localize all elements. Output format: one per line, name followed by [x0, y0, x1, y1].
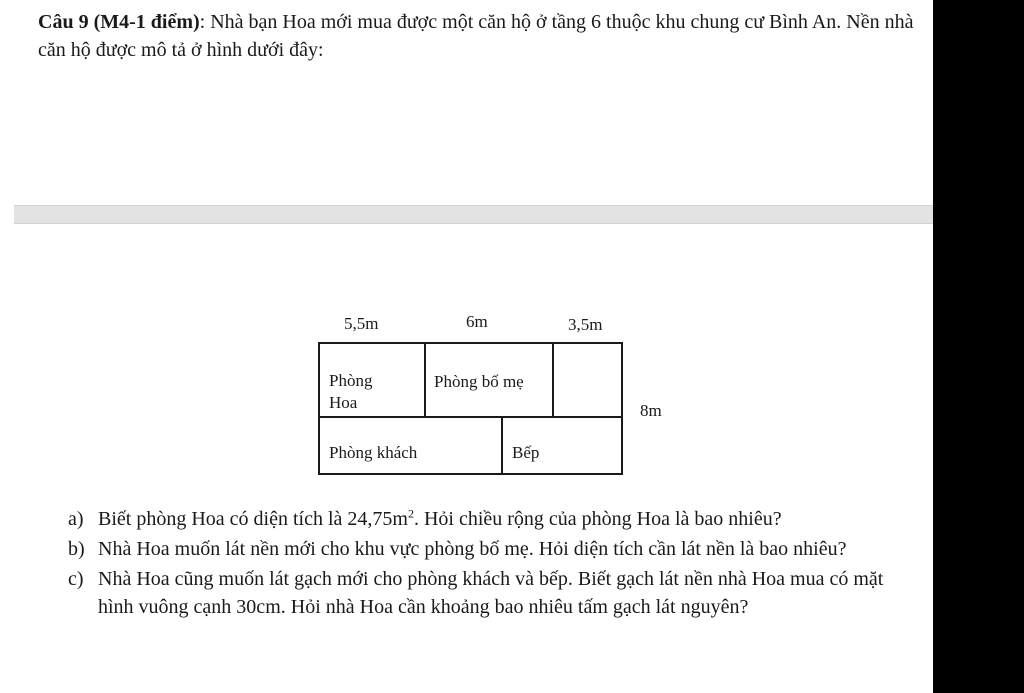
question-text-a-after: . Hỏi chiều rộng của phòng Hoa là bao nhiêu?	[413, 508, 782, 530]
floor-plan	[318, 342, 623, 475]
superscript: 2	[407, 506, 414, 521]
question-marker: a)	[68, 508, 84, 530]
question-text-c: Nhà Hoa cũng muốn lát gạch mới cho phòng khách và bếp. Biết gạch lát nền nhà Hoa mua có mặt hình vuông cạnh 30cm. Hỏi nhà Hoa cần khoảng bao nhiêu tấm gạch lát nguyên?	[98, 568, 884, 618]
dimension-top-left: 5,5m	[344, 314, 379, 333]
dimension-right-side: 8m	[640, 401, 662, 420]
room-bo-me	[424, 342, 554, 418]
room-khach-label: Phòng khách	[329, 443, 418, 462]
question-text-a-before: Biết phòng Hoa có diện tích là 24,75m	[98, 508, 408, 530]
question-marker: c)	[68, 568, 84, 590]
page-gap-band	[14, 205, 933, 224]
question-text-b: Nhà Hoa muốn lát nền mới cho khu vực phòng bố mẹ. Hỏi diện tích cần lát nền là bao nhiêu?	[98, 538, 847, 560]
room-bo-me-label: Phòng bố mẹ	[434, 372, 524, 391]
question-header	[38, 8, 918, 64]
question-marker: b)	[68, 538, 85, 560]
dimension-top-right: 3,5m	[568, 315, 603, 334]
question-label: Câu 9 (M4-1 điểm)	[38, 11, 200, 33]
room-bep	[501, 416, 623, 475]
room-khach	[318, 416, 503, 475]
question-intro-text: : Nhà bạn Hoa mới mua được một căn hộ ở tầng 6 thuộc khu chung cư Bình An. Nền nhà căn hộ được mô tả ở hình dưới đây:	[38, 11, 914, 61]
room-hoa	[318, 342, 426, 418]
question-item-a	[68, 505, 918, 533]
question-list	[68, 505, 918, 623]
room-bep-label: Bếp	[512, 443, 540, 462]
question-item-b	[68, 535, 918, 563]
question-item-c	[68, 565, 918, 621]
dimension-top-middle: 6m	[466, 312, 488, 331]
room-unlabeled	[552, 342, 623, 418]
room-hoa-label: Phòng Hoa	[329, 371, 373, 412]
